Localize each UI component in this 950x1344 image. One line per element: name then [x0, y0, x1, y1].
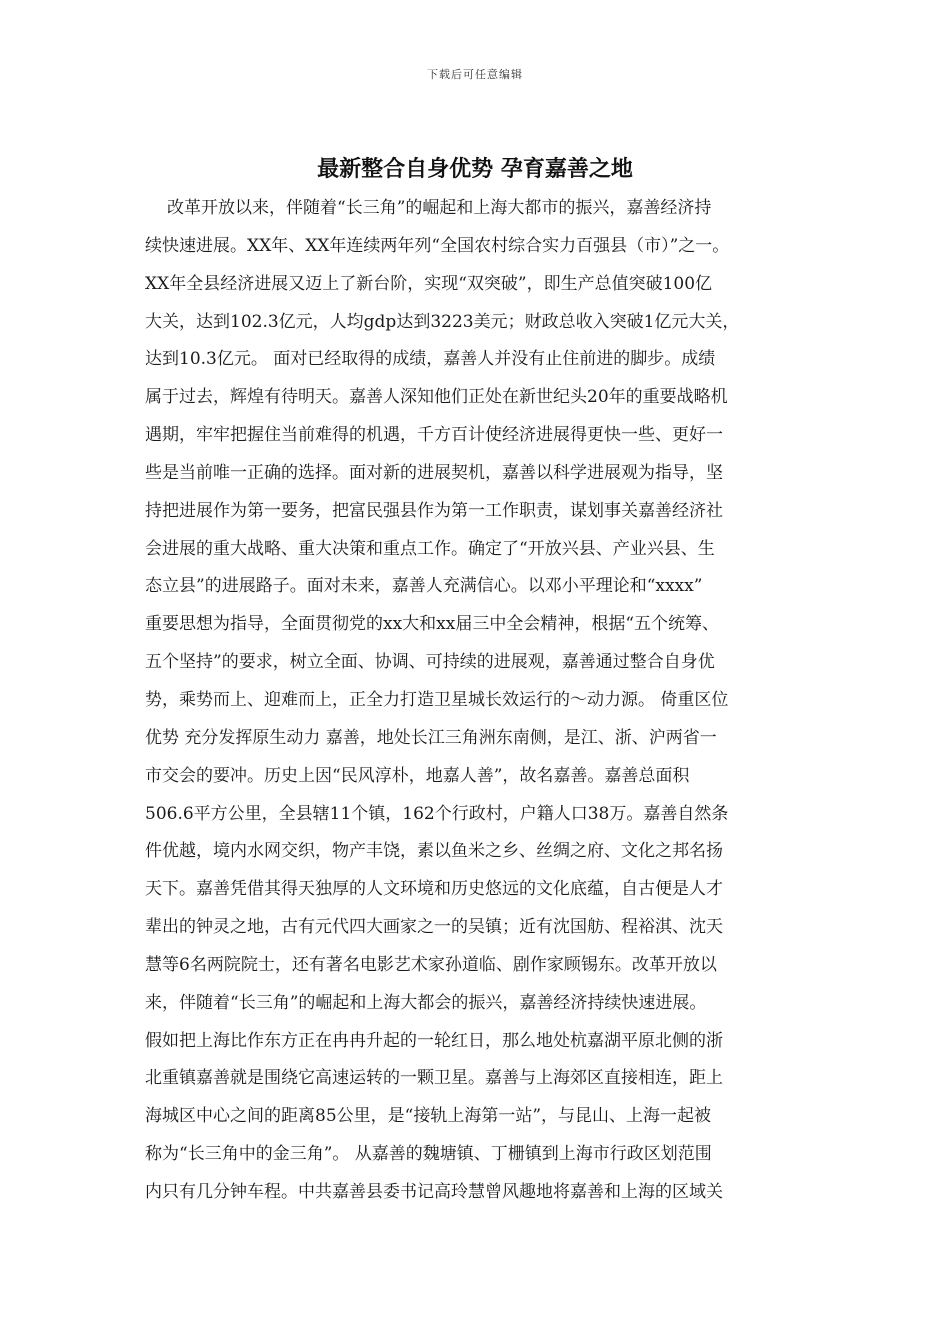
body-line: 五个坚持”的要求，树立全面、协调、可持续的进展观，嘉善通过整合自身优 [145, 652, 715, 673]
body-line: 属于过去，辉煌有待明天。嘉善人深知他们正处在新世纪头20年的重要战略机 [145, 387, 728, 408]
body-line: XX年全县经济进展又迈上了新台阶，实现“双突破”，即生产总值突破100亿 [145, 273, 713, 294]
body-line: 慧等6名两院院士，还有著名电影艺术家孙道临、剧作家顾锡东。改革开放以 [145, 954, 717, 975]
body-line: 改革开放以来，伴随着“长三角”的崛起和上海大都市的振兴，嘉善经济持 [167, 198, 712, 218]
body-line: 海城区中心之间的距离85公里，是“接轨上海第一站”，与昆山、上海一起被 [145, 1106, 712, 1127]
body-line: 假如把上海比作东方正在冉冉升起的一轮红日，那么地处杭嘉湖平原北侧的浙 [145, 1030, 723, 1051]
body-line: 来，伴随着“长三角”的崛起和上海大都会的振兴，嘉善经济持续快速进展。 [145, 992, 707, 1013]
body-line: 持把进展作为第一要务，把富民强县作为第一工作职责，谋划事关嘉善经济社 [145, 500, 723, 521]
body-line: 辈出的钟灵之地，古有元代四大画家之一的吴镇；近有沈国舫、程裕淇、沈天 [145, 917, 723, 938]
body-line: 北重镇嘉善就是围绕它高速运转的一颗卫星。嘉善与上海郊区直接相连，距上 [145, 1068, 723, 1089]
body-line: 内只有几分钟车程。中共嘉善县委书记高玲慧曾风趣地将嘉善和上海的区域关 [145, 1181, 723, 1202]
body-line: 重要思想为指导，全面贯彻党的xx大和xx届三中全会精神，根据“五个统筹、 [145, 614, 720, 635]
body-line: 市交会的要冲。历史上因“民风淳朴，地嘉人善”，故名嘉善。嘉善总面积 [145, 765, 690, 786]
body-line: 506.6平方公里，全县辖11个镇，162个行政村，户籍人口38万。嘉善自然条 [145, 803, 729, 824]
document-body [145, 190, 807, 1212]
body-line: 件优越，境内水网交织，物产丰饶，素以鱼米之乡、丝绸之府、文化之邦名扬 [145, 841, 723, 862]
body-line: 优势 充分发挥原生动力 嘉善，地处长江三角洲东南侧，是江、浙、沪两省一 [145, 727, 717, 748]
body-line: 势，乘势而上、迎难而上，正全力打造卫星城长效运行的～动力源。 倚重区位 [145, 689, 729, 710]
body-line: 达到10.3亿元。 面对已经取得的成绩，嘉善人并没有止住前进的脚步。成绩 [145, 349, 716, 370]
body-line: 些是当前唯一正确的选择。面对新的进展契机，嘉善以科学进展观为指导，坚 [145, 462, 723, 483]
body-line: 大关，达到102.3亿元，人均gdp达到3223美元；财政总收入突破1亿元大关， [145, 311, 740, 332]
body-line: 天下。嘉善凭借其得天独厚的人文环境和历史悠远的文化底蕴，自古便是人才 [145, 879, 723, 900]
body-line: 称为“长三角中的金三角”。 从嘉善的魏塘镇、丁栅镇到上海市行政区划范围 [145, 1144, 712, 1165]
page-header: 下载后可任意编辑 [427, 68, 523, 81]
body-line: 态立县”的进展路子。面对未来，嘉善人充满信心。以邓小平理论和“xxxx” [145, 576, 703, 597]
body-line: 会进展的重大战略、重大决策和重点工作。确定了“开放兴县、产业兴县、生 [145, 538, 715, 559]
body-line: 续快速进展。XX年、XX年连续两年列“全国农村综合实力百强县（市）”之一。 [145, 235, 730, 256]
body-line: 遇期，牢牢把握住当前难得的机遇，千方百计使经济进展得更快一些、更好一 [145, 425, 723, 446]
document-title: 最新整合自身优势 孕育嘉善之地 [317, 156, 633, 182]
